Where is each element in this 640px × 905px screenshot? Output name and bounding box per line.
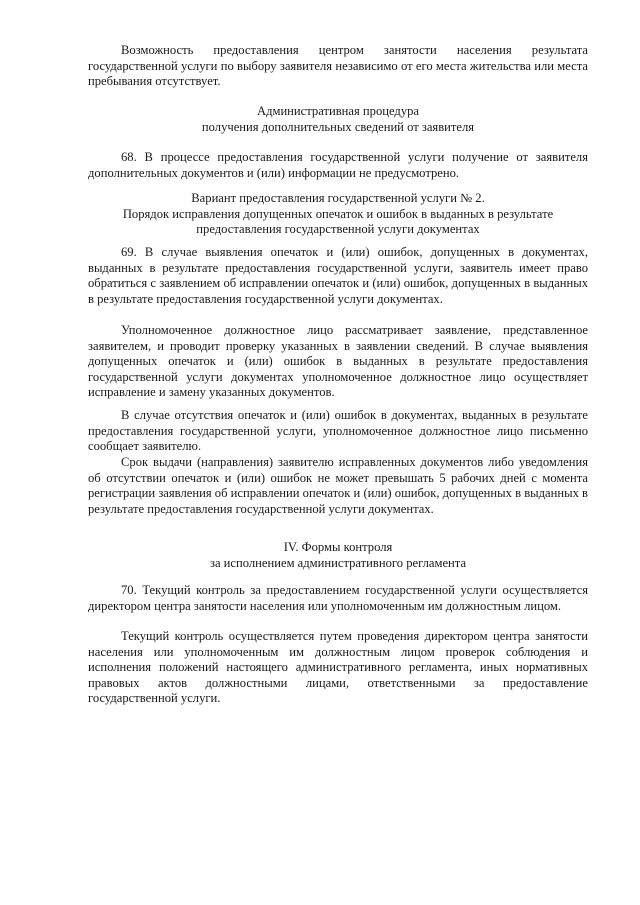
heading-variant-line1: Вариант предоставления государственной услуги № 2. — [191, 191, 485, 205]
heading-section-4 — [88, 540, 588, 571]
paragraph-69-2: Уполномоченное должностное лицо рассматривает заявление, представленное заявителем, и проводит проверку указанных в заявлении сведений. В случае выявления допущенных опечаток и (или) ошибок в выданных в результате предоставления государственной услуги документах уполномоченное должностное лицо осуществляет исправление и замену указанных документов. — [88, 323, 588, 400]
heading-section-4-line1: IV. Формы контроля — [283, 540, 393, 554]
heading-variant — [82, 191, 594, 238]
paragraph-69: 69. В случае выявления опечаток и (или) ошибок, допущенных в документах, выданных в результате предоставления государственной услуги, заявитель имеет право обратиться с заявлением об исправлении опечаток и (или) ошибок, допущенных в выданных в результате предоставления государственной услуги документах. — [88, 245, 588, 306]
heading-procedure-line1: Административная процедура — [256, 104, 420, 118]
intro-paragraph: Возможность предоставления центром занятости населения результата государственной услуги по выбору заявителя независимо от его места жительства или места пребывания отсутствует. — [88, 43, 588, 89]
heading-procedure-line2: получения дополнительных сведений от заявителя — [201, 119, 475, 134]
paragraph-68: 68. В процессе предоставления государственной услуги получение от заявителя дополнительных документов и (или) информации не предусмотрено. — [88, 150, 588, 180]
paragraph-69-4: Срок выдачи (направления) заявителю исправленных документов либо уведомления об отсутствии опечаток и (или) ошибок не может превышать 5 рабочих дней с момента регистрации заявления об исправлении опечаток и (или) ошибок, допущенных в выданных в результате предоставления государственной услуги документах. — [88, 455, 588, 516]
heading-variant-line3: предоставления государственной услуги документах — [196, 222, 480, 237]
paragraph-70-2: Текущий контроль осуществляется путем проведения директором центра занятости населения или уполномоченным им должностным лицом проверок соблюдения и исполнения положений настоящего административного регламента, иных нормативных правовых актов должностными лицами, ответственными за предоставление государственной услуги. — [88, 629, 588, 706]
paragraph-70: 70. Текущий контроль за предоставлением государственной услуги осуществляется директором центра занятости населения или уполномоченным им должностным лицом. — [88, 583, 588, 613]
heading-variant-line2: Порядок исправления допущенных опечаток и ошибок в выданных в результате — [122, 206, 554, 221]
heading-procedure — [88, 104, 588, 135]
paragraph-69-3: В случае отсутствия опечаток и (или) ошибок в документах, выданных в результате предоставления государственной услуги, уполномоченное должностное лицо письменно сообщает заявителю. — [88, 408, 588, 454]
heading-section-4-line2: за исполнением административного регламента — [209, 555, 467, 570]
